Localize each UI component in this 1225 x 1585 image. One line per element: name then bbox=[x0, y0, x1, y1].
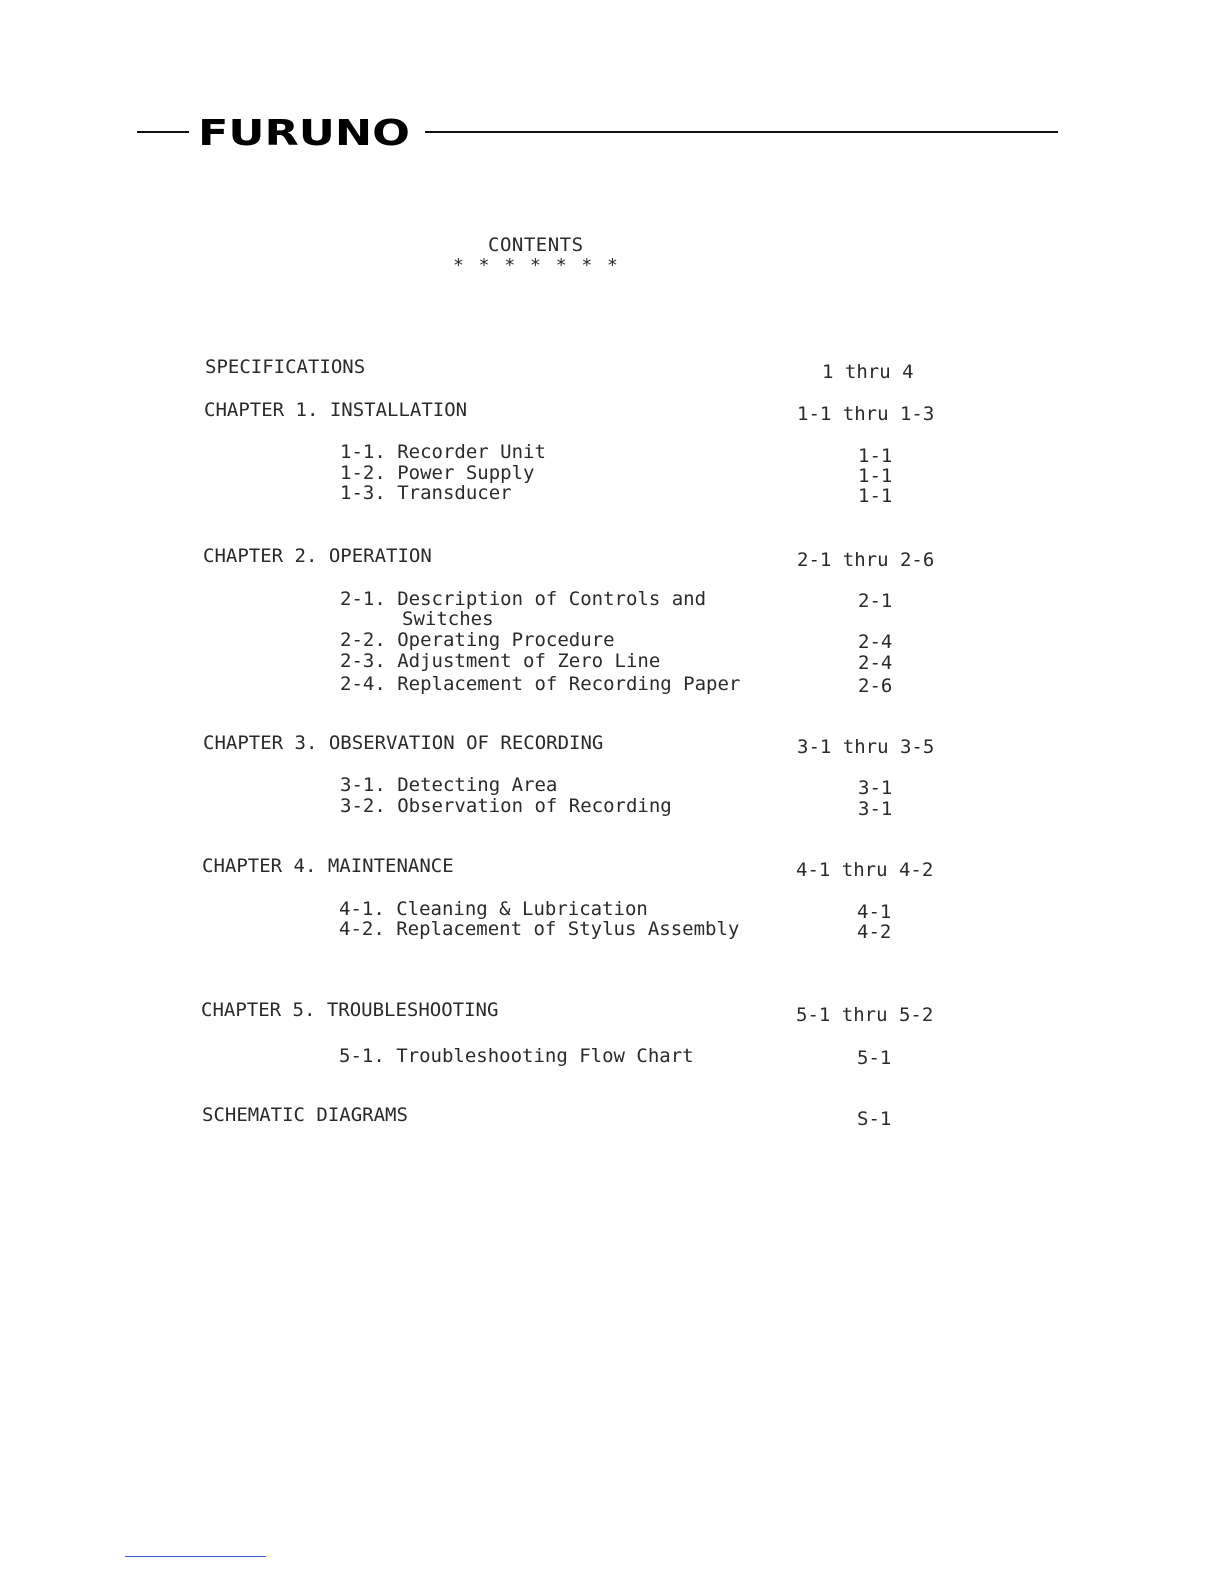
toc-item-1-2-page: 1-1 bbox=[858, 465, 893, 487]
toc-item-2-2[interactable]: 2-2. Operating Procedure bbox=[340, 629, 615, 651]
toc-item-2-3[interactable]: 2-3. Adjustment of Zero Line bbox=[340, 650, 661, 672]
toc-item-4-1-page: 4-1 bbox=[857, 901, 892, 923]
toc-item-2-4-page: 2-6 bbox=[858, 675, 893, 697]
toc-chapter-2[interactable]: CHAPTER 2. OPERATION bbox=[203, 545, 432, 567]
toc-chapter-1-pages: 1-1 thru 1-3 bbox=[797, 403, 935, 425]
toc-item-2-1-cont[interactable]: Switches bbox=[402, 608, 494, 630]
toc-item-3-2-page: 3-1 bbox=[858, 798, 893, 820]
toc-item-3-2[interactable]: 3-2. Observation of Recording bbox=[340, 795, 672, 817]
toc-item-2-1-page: 2-1 bbox=[858, 590, 893, 612]
title-stars: * * * * * * * bbox=[453, 255, 619, 276]
toc-item-2-1[interactable]: 2-1. Description of Controls and bbox=[340, 588, 707, 610]
toc-specifications[interactable]: SPECIFICATIONS bbox=[205, 356, 366, 378]
toc-item-1-1-page: 1-1 bbox=[858, 445, 893, 467]
toc-chapter-4-pages: 4-1 thru 4-2 bbox=[796, 859, 934, 881]
toc-chapter-4[interactable]: CHAPTER 4. MAINTENANCE bbox=[202, 855, 454, 877]
toc-item-2-2-page: 2-4 bbox=[858, 631, 893, 653]
toc-chapter-5-pages: 5-1 thru 5-2 bbox=[796, 1004, 934, 1026]
header-rule-right bbox=[425, 131, 1058, 133]
toc-chapter-5[interactable]: CHAPTER 5. TROUBLESHOOTING bbox=[201, 999, 499, 1021]
svg-text:FURUNO: FURUNO bbox=[198, 113, 410, 152]
toc-chapter-1[interactable]: CHAPTER 1. INSTALLATION bbox=[204, 399, 468, 421]
toc-item-4-1[interactable]: 4-1. Cleaning & Lubrication bbox=[339, 898, 648, 920]
toc-schematic-diagrams-page: S-1 bbox=[857, 1108, 892, 1130]
toc-item-5-1-page: 5-1 bbox=[857, 1047, 892, 1069]
toc-item-3-1-page: 3-1 bbox=[858, 777, 893, 799]
toc-item-5-1[interactable]: 5-1. Troubleshooting Flow Chart bbox=[339, 1045, 694, 1067]
contents-title: CONTENTS bbox=[488, 234, 584, 256]
toc-item-1-3-page: 1-1 bbox=[858, 485, 893, 507]
toc-item-3-1[interactable]: 3-1. Detecting Area bbox=[340, 774, 558, 796]
toc-item-1-1[interactable]: 1-1. Recorder Unit bbox=[340, 441, 546, 463]
toc-chapter-3[interactable]: CHAPTER 3. OBSERVATION OF RECORDING bbox=[203, 732, 604, 754]
toc-chapter-2-pages: 2-1 thru 2-6 bbox=[797, 549, 935, 571]
toc-item-4-2-page: 4-2 bbox=[857, 921, 892, 943]
toc-specifications-pages: 1 thru 4 bbox=[822, 361, 914, 383]
toc-chapter-3-pages: 3-1 thru 3-5 bbox=[797, 736, 935, 758]
bottom-link-underline bbox=[125, 1556, 266, 1557]
header-rule-left bbox=[137, 131, 189, 133]
toc-item-1-2[interactable]: 1-2. Power Supply bbox=[340, 462, 535, 484]
toc-item-2-4[interactable]: 2-4. Replacement of Recording Paper bbox=[340, 673, 741, 695]
furuno-logo bbox=[198, 112, 412, 152]
toc-item-2-3-page: 2-4 bbox=[858, 652, 893, 674]
toc-schematic-diagrams[interactable]: SCHEMATIC DIAGRAMS bbox=[202, 1104, 408, 1126]
toc-item-1-3[interactable]: 1-3. Transducer bbox=[340, 482, 512, 504]
toc-item-4-2[interactable]: 4-2. Replacement of Stylus Assembly bbox=[339, 918, 740, 940]
